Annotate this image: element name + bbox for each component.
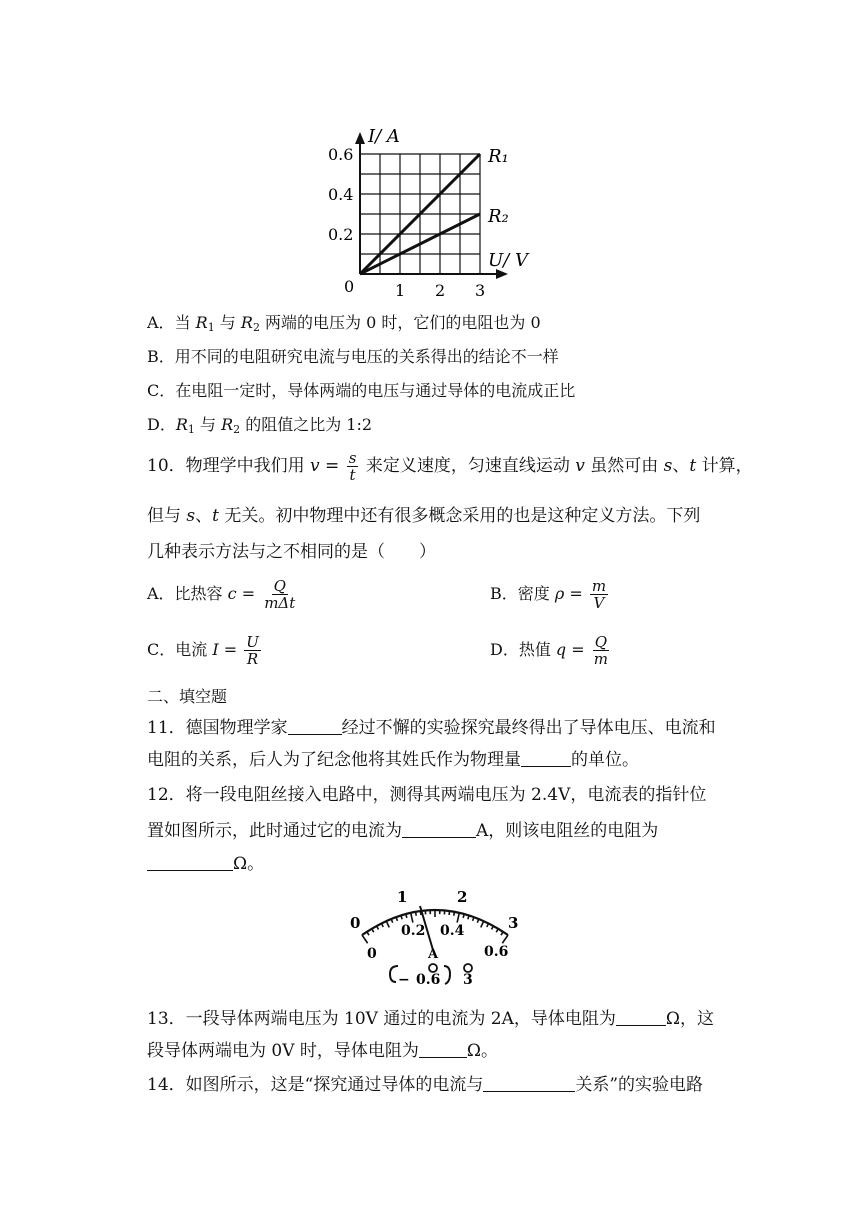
q9-option-c: C．在电阻一定时，导体两端的电压与通过导体的电流成正比 — [147, 381, 576, 400]
q12-line1: 12．将一段电阻丝接入电路中，测得其两端电压为 2.4V，电流表的指针位 — [147, 785, 707, 805]
meter-tick — [457, 913, 459, 923]
x-axis-label: U/ V — [488, 250, 528, 271]
q13-line1: 13．一段导体两端电压为 10V 通过的电流为 2A，导体电阻为 Ω，这 — [147, 1009, 714, 1029]
q10-option-d: D．热值 q = $\frac{Q}{m}$ — [490, 633, 608, 668]
x-tick-label: 1 — [395, 281, 406, 300]
x-tick-label: 2 — [435, 281, 446, 300]
terminal-curl-icon — [444, 966, 450, 984]
series-label-1: R₁ — [488, 146, 509, 167]
origin-label: 0 — [344, 277, 355, 296]
terminal-3-icon — [464, 964, 472, 972]
meter-bottom-label-0: 0 — [367, 946, 377, 962]
q9-option-b: B．用不同的电阻研究电流与电压的关系得出的结论不一样 — [147, 347, 559, 366]
meter-tick — [501, 932, 503, 935]
q9-option-a: A．当 $R_1$ 与 $R_2$ 两端的电压为 0 时，它们的电阻也为 0 — [147, 313, 541, 334]
meter-tick — [481, 921, 484, 927]
q10-option-b: B．密度 ρ = $\frac{m}{V}$ — [490, 577, 607, 612]
series-label-2: R₂ — [488, 206, 509, 227]
y-tick-label: 0.4 — [328, 185, 354, 204]
y-axis-label: I/ A — [368, 126, 400, 147]
q10-stem-line1: 10．物理学中我们用 v = $\frac{s}{t}$ 来定义速度，匀速直线运动 v 虽然可由 s、t 计算， — [147, 449, 753, 484]
series-labels — [487, 146, 509, 227]
meter-tick — [449, 911, 450, 915]
q12-blank-1[interactable] — [402, 821, 476, 838]
section-heading: 二、填空题 — [147, 687, 228, 706]
meter-tick — [496, 929, 498, 932]
q12-line2: 置如图所示，此时通过它的电流为 A，则该电阻丝的电阻为 — [147, 821, 659, 841]
q14-blank-1[interactable] — [483, 1075, 575, 1092]
meter-unit: A — [428, 947, 439, 962]
q11-line1: 11．德国物理学家 经过不懈的实验探究最终得出了导体电压、电流和 — [147, 718, 716, 738]
meter-tick — [463, 914, 464, 918]
q10-stem-line3: 几种表示方法与之不相同的是（ ） — [147, 542, 436, 562]
meter-top-label-1: 1 — [397, 888, 408, 906]
terminal-label-3: 3 — [463, 972, 473, 988]
meter-top-label-3: 3 — [508, 914, 519, 932]
meter-tick — [386, 921, 389, 927]
meter-tick — [454, 912, 455, 916]
meter-bottom-label-2: 0.4 — [440, 923, 465, 939]
q10-option-c: C．电流 I = $\frac{U}{R}$ — [147, 633, 259, 668]
q12-blank-2[interactable] — [147, 854, 233, 871]
y-tick-label: 0.2 — [328, 225, 354, 244]
meter-top-label-0: 0 — [350, 914, 361, 932]
q11-blank-2[interactable] — [521, 750, 571, 767]
terminal-label-minus: − — [398, 972, 410, 988]
meter-tick — [487, 923, 489, 927]
meter-tick — [362, 935, 368, 943]
terminal-minus-icon — [390, 966, 398, 982]
ammeter-figure — [340, 880, 530, 990]
meter-tick — [381, 923, 383, 927]
q12-line3: Ω。 — [147, 853, 264, 875]
q11-blank-1[interactable] — [288, 718, 342, 735]
meter-tick — [372, 929, 374, 932]
meter-tick — [411, 913, 413, 923]
terminal-label-0-6: 0.6 — [416, 972, 441, 988]
x-tick-label: 3 — [475, 281, 486, 300]
meter-tick — [502, 935, 508, 943]
iu-graph — [320, 122, 550, 302]
meter-top-label-2: 2 — [457, 888, 468, 906]
x-tick-labels — [395, 281, 485, 300]
q13-line2: 段导体两端电为 0V 时，导体电阻为 Ω。 — [147, 1041, 499, 1061]
meter-bottom-label-1: 0.2 — [401, 923, 426, 939]
terminal-0-6-icon — [429, 964, 437, 972]
q10-stem-line2: 但与 s、t 无关。初中物理中还有很多概念采用的也是这种定义方法。下列 — [147, 506, 701, 526]
q10-option-a: A．比热容 c = $\frac{Q}{\text{mΔt}}$ — [147, 577, 296, 612]
q10-fraction: $\frac{s}{t}$ — [348, 449, 357, 484]
q13-blank-1[interactable] — [616, 1009, 666, 1026]
meter-tick — [377, 926, 379, 930]
meter-tick — [416, 912, 417, 916]
meter-ticks — [362, 910, 508, 943]
y-axis-arrow-icon — [355, 132, 365, 144]
meter-tick — [491, 926, 493, 930]
y-tick-labels — [328, 145, 353, 244]
q14-line1: 14．如图所示，这是“探究通过导体的电流与 关系”的实验电路 — [147, 1075, 704, 1095]
q11-line2: 电阻的关系，后人为了纪念他将其姓氏作为物理量 的单位。 — [147, 750, 639, 770]
q13-blank-2[interactable] — [419, 1041, 467, 1058]
meter-tick — [367, 932, 369, 935]
meter-tick — [406, 914, 407, 918]
q9-option-d: D．$R_1$ 与 $R_2$ 的阻值之比为 1:2 — [147, 415, 373, 436]
meter-bottom-label-3: 0.6 — [484, 944, 509, 960]
y-tick-label: 0.6 — [328, 145, 354, 164]
